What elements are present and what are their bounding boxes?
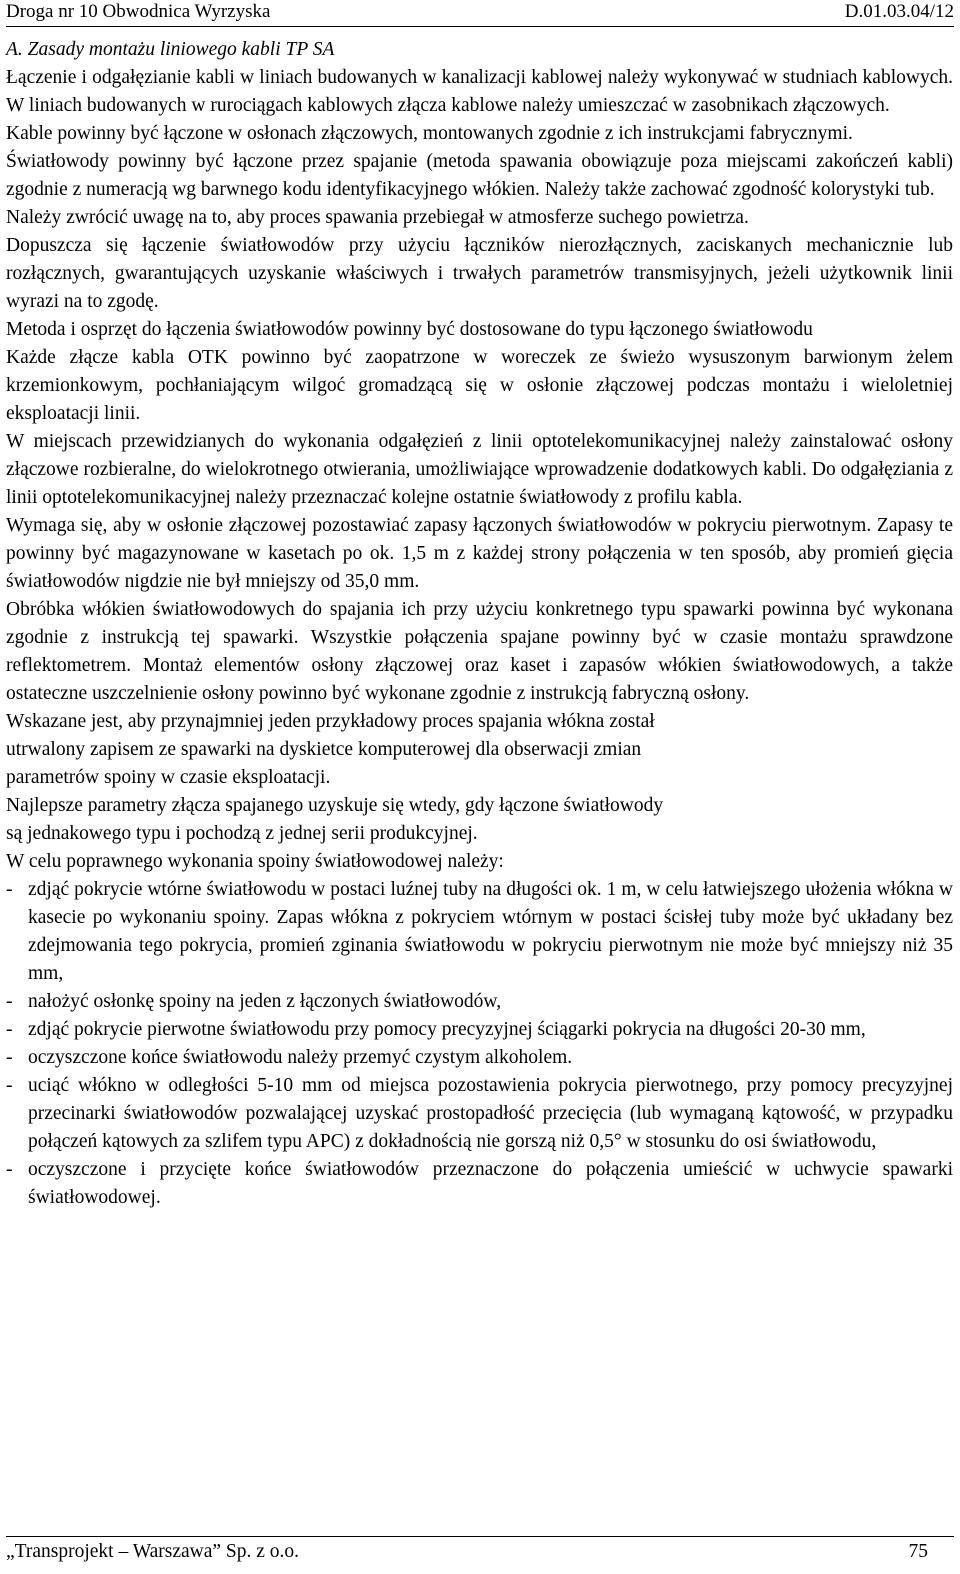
paragraph: Łączenie i odgałęzianie kabli w liniach budowanych w kanalizacji kablowej należy wykonywać w studniach kablowych. W liniach budowanych w rurociągach kablowych złącza kablowe należy umieszczać w zasobnikach złączowych. bbox=[6, 67, 953, 116]
page-header bbox=[6, 0, 954, 27]
list-item bbox=[6, 1072, 953, 1156]
list-item-text: nałożyć osłonkę spoiny na jeden z łączonych światłowodów, bbox=[28, 991, 502, 1012]
list-item-text: oczyszczone i przycięte końce światłowodów przeznaczone do połączenia umieścić w uchwycie spawarki światłowodowej. bbox=[28, 1159, 953, 1208]
dash-marker: - bbox=[6, 991, 13, 1012]
dash-list bbox=[6, 876, 953, 1212]
paragraph: Kable powinny być łączone w osłonach złączowych, montowanych zgodnie z ich instrukcjami fabrycznymi. bbox=[6, 123, 853, 144]
list-item-text: zdjąć pokrycie wtórne światłowodu w postaci luźnej tuby na długości ok. 1 m, w celu łatwiejszego ułożenia włókna w kasecie po wykonaniu spoiny. Zapas włókna z pokryciem wtórnym w postaci ścisłej tuby może być układany bez zdejmowania tego pokrycia, promień zginania światłowodu w pokryciu pierwotnym nie może być mniejszy niż 35 mm, bbox=[28, 879, 953, 984]
document-body bbox=[6, 36, 953, 1212]
list-item-text: uciąć włókno w odległości 5-10 mm od miejsca pozostawienia pokrycia pierwotnego, przy pomocy precyzyjnej przecinarki światłowodów pozwalającej uzyskać prostopadłość przecięcia (lub wymaganą kątowość, w przypadku połączeń kątowych za szlifem typu APC) z dokładnością nie gorszą niż 0,5° w stosunku do osi światłowodu, bbox=[28, 1075, 953, 1152]
list-intro: W celu poprawnego wykonania spoiny światłowodowej należy: bbox=[6, 851, 504, 872]
list-item bbox=[6, 1044, 953, 1072]
list-item bbox=[6, 988, 953, 1016]
left-aligned-paragraph bbox=[6, 792, 953, 848]
list-item bbox=[6, 1156, 953, 1212]
list-item-text: zdjąć pokrycie pierwotne światłowodu przy pomocy precyzyjnej ściągarki pokrycia na długości 20-30 mm, bbox=[28, 1019, 866, 1040]
list-item-text: oczyszczone końce światłowodu należy przemyć czystym alkoholem. bbox=[28, 1047, 573, 1068]
paragraph: Metoda i osprzęt do łączenia światłowodów powinny być dostosowane do typu łączonego światłowodu bbox=[6, 319, 813, 340]
specification-code: D.01.03.04/12 bbox=[844, 1, 954, 22]
text-line: Wskazane jest, aby przynajmniej jeden przykładowy proces spajania włókna został bbox=[6, 711, 655, 732]
text-line: utrwalony zapisem ze spawarki na dyskietce komputerowej dla obserwacji zmian bbox=[6, 739, 642, 760]
dash-marker: - bbox=[6, 1019, 13, 1040]
dash-marker: - bbox=[6, 1159, 13, 1180]
paragraph: Należy zwrócić uwagę na to, aby proces spawania przebiegał w atmosferze suchego powietrza. bbox=[6, 207, 749, 228]
list-item bbox=[6, 1016, 953, 1044]
dash-marker: - bbox=[6, 879, 13, 900]
document-title: Droga nr 10 Obwodnica Wyrzyska bbox=[6, 1, 271, 22]
list-item bbox=[6, 876, 953, 988]
page-number: 75 bbox=[908, 1541, 928, 1562]
paragraph: Dopuszcza się łączenie światłowodów przy użyciu łączników nierozłącznych, zaciskanych mechanicznie lub rozłącznych, gwarantujących uzyskanie właściwych i trwałych parametrów transmisyjnych, jeżeli użytkownik linii wyrazi na to zgodę. bbox=[6, 235, 953, 312]
text-line: Najlepsze parametry złącza spajanego uzyskuje się wtedy, gdy łączone światłowody bbox=[6, 795, 664, 816]
paragraph: Obróbka włókien światłowodowych do spajania ich przy użyciu konkretnego typu spawarki powinna być wykonana zgodnie z instrukcją tej spawarki. Wszystkie połączenia spajane powinny być w czasie montażu sprawdzone reflektometrem. Montaż elementów osłony złączowej oraz kaset i zapasów włókien światłowodowych, a także ostateczne uszczelnienie osłony powinno być wykonane zgodnie z instrukcją fabryczną osłony. bbox=[6, 599, 953, 704]
paragraph: Wymaga się, aby w osłonie złączowej pozostawiać zapasy łączonych światłowodów w pokryciu pierwotnym. Zapasy te powinny być magazynowane w kasetach po ok. 1,5 m z każdej strony połączenia w ten sposób, aby promień gięcia światłowodów nigdzie nie był mniejszy od 35,0 mm. bbox=[6, 515, 953, 592]
paragraph: Każde złącze kabla OTK powinno być zaopatrzone w woreczek ze świeżo wysuszonym barwionym żelem krzemionkowym, pochłaniającym wilgoć gromadzącą się w osłonie złączowej podczas montażu i wieloletniej eksploatacji linii. bbox=[6, 347, 953, 424]
paragraph: Światłowody powinny być łączone przez spajanie (metoda spawania obowiązuje poza miejscami zakończeń kabli) zgodnie z numeracją wg barwnego kodu identyfikacyjnego włókien. Należy także zachować zgodność kolorystyki tub. bbox=[6, 151, 953, 200]
paragraph: W miejscach przewidzianych do wykonania odgałęzień z linii optotelekomunikacyjnej należy zainstalować osłony złączowe rozbieralne, do wielokrotnego otwierania, umożliwiające wprowadzenie dodatkowych kabli. Do odgałęziania z linii optotelekomunikacyjnej należy przeznaczać kolejne ostatnie światłowody z profilu kabla. bbox=[6, 431, 953, 508]
dash-marker: - bbox=[6, 1075, 13, 1096]
dash-marker: - bbox=[6, 1047, 13, 1068]
page-footer bbox=[6, 1536, 954, 1567]
text-line: są jednakowego typu i pochodzą z jednej serii produkcyjnej. bbox=[6, 823, 478, 844]
text-line: parametrów spoiny w czasie eksploatacji. bbox=[6, 767, 331, 788]
section-title: A. Zasady montażu liniowego kabli TP SA bbox=[6, 39, 335, 60]
company-name: „Transprojekt – Warszawa” Sp. z o.o. bbox=[6, 1541, 300, 1562]
left-aligned-paragraph bbox=[6, 708, 953, 792]
